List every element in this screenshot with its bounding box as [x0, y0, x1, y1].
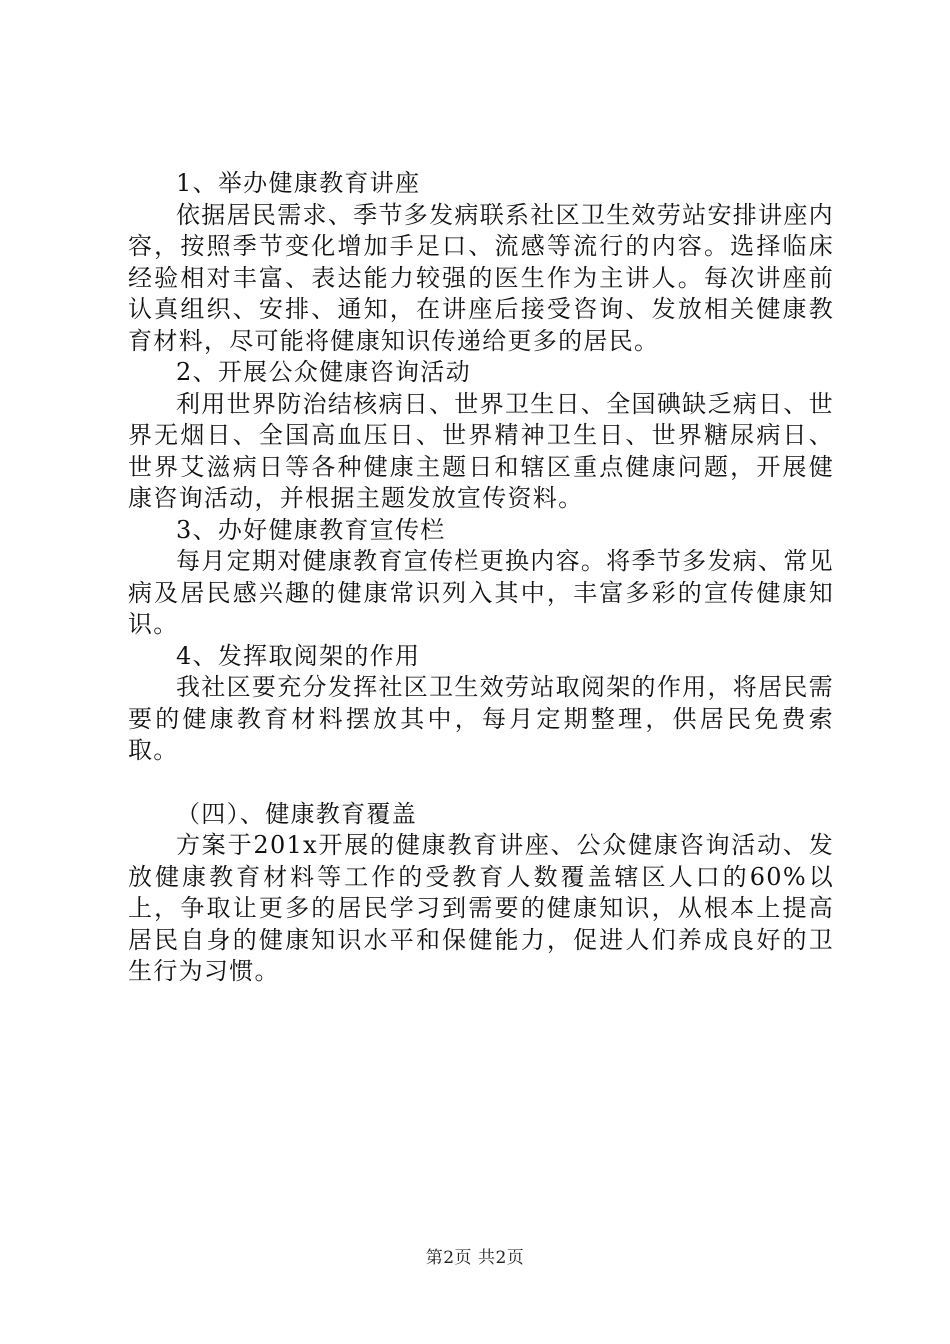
- section-3-body: 每月定期对健康教育宣传栏更换内容。将季节多发病、常见病及居民感兴趣的健康常识列入其中，丰富多彩的宣传健康知识。: [128, 547, 834, 638]
- section-2-body: 利用世界防治结核病日、世界卫生日、全国碘缺乏病日、世界无烟日、全国高血压日、世界精神卫生日、世界糖尿病日、世界艾滋病日等各种健康主题日和辖区重点健康问题，开展健康咨询活动，并根据主题发放宣传资料。: [128, 389, 834, 512]
- document-body: [128, 168, 834, 988]
- section-1-heading: 1、举办健康教育讲座: [176, 169, 421, 197]
- section-spacer: [128, 767, 834, 799]
- section-1-body: 依据居民需求、季节多发病联系社区卫生效劳站安排讲座内容，按照季节变化增加手足口、流感等流行的内容。选择临床经验相对丰富、表达能力较强的医生作为主讲人。每次讲座前认真组织、安排、通知，在讲座后接受咨询、发放相关健康教育材料，尽可能将健康知识传递给更多的居民。: [128, 200, 834, 355]
- page-footer: 第2页 共2页: [425, 1248, 525, 1268]
- coverage-body: 方案于201x开展的健康教育讲座、公众健康咨询活动、发放健康教育材料等工作的受教育人数覆盖辖区人口的60%以上，争取让更多的居民学习到需要的健康知识，从根本上提高居民自身的健康知识水平和保健能力，促进人们养成良好的卫生行为习惯。: [128, 831, 834, 985]
- section-4-body: 我社区要充分发挥社区卫生效劳站取阅架的作用，将居民需要的健康教育材料摆放其中，每月定期整理，供居民免费索取。: [128, 673, 834, 764]
- section-3-heading: 3、办好健康教育宣传栏: [176, 515, 446, 544]
- coverage-heading: （四）、健康教育覆盖: [176, 799, 417, 828]
- section-4-heading: 4、发挥取阅架的作用: [176, 641, 421, 670]
- section-2-heading: 2、开展公众健康咨询活动: [176, 358, 471, 386]
